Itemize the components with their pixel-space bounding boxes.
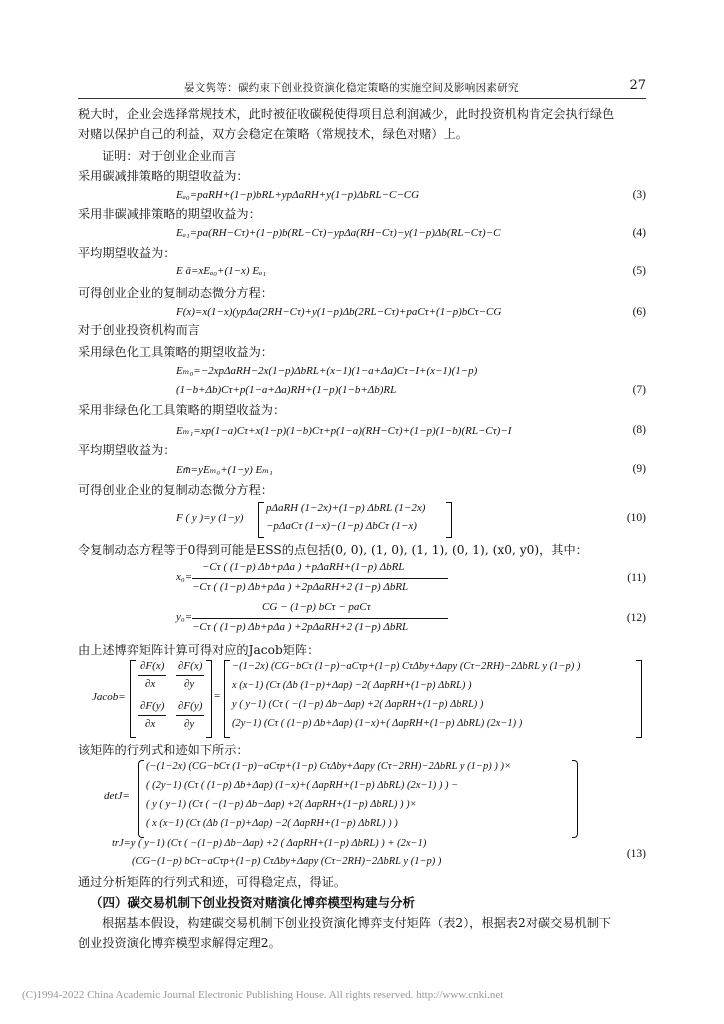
equation-10-row1: pΔaRH (1−2x)+(1−p) ΔbRL (1−2x) bbox=[266, 502, 426, 514]
equation-5 bbox=[176, 265, 646, 281]
equation-text: (1−b+Δb)Cτ+p(1−a+Δa)RH+(1−p)(1−b+Δb)RL bbox=[176, 384, 397, 396]
equation-7a bbox=[176, 364, 646, 380]
equation-number: (7) bbox=[632, 384, 646, 396]
right-brace bbox=[572, 760, 578, 838]
text-line: 创业投资演化博弈模型求解得定理2。 bbox=[78, 936, 281, 950]
equation-11-lhs: x₀= bbox=[176, 571, 193, 583]
equation-text: Em̄=yEₘ₀+(1−y) Eₘ₁ bbox=[176, 464, 273, 476]
determinant-row: ( (2y−1) (Cτ ( (1−p) Δb+Δap) (1−x)+( ΔapRH+(1−p) ΔbRL) (2x−1) ) ) − bbox=[146, 780, 459, 791]
fraction-bar bbox=[138, 715, 166, 716]
equals-sign: = bbox=[214, 690, 221, 702]
text-line: 采用绿色化工具策略的期望收益为： bbox=[78, 345, 273, 359]
copyright-footer: (C)1994-2022 China Academic Journal Electronic Publishing House. All rights reserved. http://www.cnki.net bbox=[22, 989, 504, 1001]
running-title: 晏文隽等：碳约束下创业投资演化稳定策略的实施空间及影响因素研究 bbox=[184, 82, 519, 94]
equation-8 bbox=[176, 424, 646, 440]
text-line: 根据基本假设，构建碳交易机制下创业投资演化博弈支付矩阵（表2），根据表2对碳交易机制下 bbox=[102, 916, 612, 930]
partial-numerator: ∂F(x) bbox=[140, 660, 165, 672]
equation-12-number bbox=[176, 612, 646, 628]
jacobian-row: (2y−1) (Cτ ( (1−p) Δb+Δap) (1−x)+( ΔapRH+(1−p) ΔbRL) (2x−1) ) bbox=[232, 718, 523, 729]
equation-number: (8) bbox=[632, 424, 646, 436]
fraction-denominator: −Cτ ( (1−p) Δb+pΔa ) +2pΔaRH+2 (1−p) ΔbRL bbox=[192, 621, 409, 633]
equation-number: (6) bbox=[632, 306, 646, 318]
equation-text: F(x)=x(1−x)(ypΔa(2RH−Cτ)+y(1−p)Δb(2RL−Cτ)+paCτ+(1−p)bCτ−CG bbox=[176, 306, 502, 318]
equation-10-number bbox=[176, 512, 646, 528]
page-number: 27 bbox=[629, 78, 646, 93]
right-bracket bbox=[206, 660, 212, 738]
text-line: 采用碳减排策略的期望收益为： bbox=[78, 169, 249, 183]
equation-text: Eₘ₀=−2xpΔaRH−2x(1−p)ΔbRL+(x−1)(1−a+Δa)Cτ−I+(x−1)(1−p) bbox=[176, 365, 478, 377]
equation-9 bbox=[176, 463, 646, 479]
paragraph-last bbox=[78, 913, 646, 953]
right-bracket bbox=[636, 660, 642, 738]
left-bracket bbox=[224, 660, 230, 738]
partial-denominator: ∂x bbox=[145, 718, 156, 730]
partial-denominator: ∂y bbox=[184, 678, 195, 690]
text-line: 通过分析矩阵的行列式和迹，可得稳定点，得证。 bbox=[78, 875, 347, 889]
equation-3 bbox=[176, 189, 646, 205]
equation-number: (10) bbox=[626, 512, 646, 524]
text-line: 可得创业企业的复制动态微分方程： bbox=[78, 483, 273, 497]
determinant-row: ( x (x−1) (Cτ (Δb (1−p)+Δap) −2( ΔapRH+(1−p) ΔbRL) ) ) bbox=[146, 818, 398, 829]
text-line: 平均期望收益为： bbox=[78, 246, 176, 260]
text-line: 对于创业投资机构而言 bbox=[78, 323, 200, 337]
equation-10-lhs: F ( y )=y (1−y) bbox=[176, 512, 244, 524]
partial-numerator: ∂F(x) bbox=[178, 660, 203, 672]
left-bracket bbox=[130, 660, 136, 738]
text-line: 对赌以保护自己的利益，双方会稳定在策略（常规技术，绿色对赌）上。 bbox=[78, 127, 468, 141]
equation-number: (9) bbox=[632, 463, 646, 475]
running-header bbox=[78, 76, 646, 99]
equation-number: (4) bbox=[632, 227, 646, 239]
jacobian-lhs: Jacob= bbox=[92, 691, 126, 703]
text-line: 采用非碳减排策略的期望收益为： bbox=[78, 207, 261, 221]
equation-number: (13) bbox=[626, 848, 646, 860]
equation-text: E ā=xEₐ₀+(1−x) Eₐ₁ bbox=[176, 265, 267, 277]
fraction-bar bbox=[176, 675, 204, 676]
equation-4 bbox=[176, 227, 646, 243]
equation-text: Eₘ₁=xp(1−a)Cτ+x(1−p)(1−b)Cτ+p(1−a)(RH−Cτ)+(1−p)(1−b)(RL−Cτ)−I bbox=[176, 425, 512, 437]
equation-7b bbox=[176, 384, 646, 400]
text-line: 采用非绿色化工具策略的期望收益为： bbox=[78, 403, 286, 417]
paragraph-1 bbox=[78, 104, 646, 144]
equation-11-number bbox=[176, 572, 646, 588]
text-line: 令复制动态方程等于0得到可能是ESS的点包括(0, 0), (1, 0), (1, 1), (0, 1), (x0, y0)，其中： bbox=[78, 543, 588, 557]
determinant-row: (−(1−2x) (CG−bCτ (1−p)−aCτp+(1−p) CτΔby+Δapy (Cτ−2RH)−2ΔbRL y (1−p) ) )× bbox=[146, 761, 512, 772]
fraction-bar bbox=[138, 675, 166, 676]
equation-number: (3) bbox=[632, 189, 646, 201]
determinant-lhs: detJ= bbox=[104, 790, 130, 802]
text-line: 由上述博弈矩阵计算可得对应的Jacob矩阵： bbox=[78, 643, 320, 657]
text-line: 平均期望收益为： bbox=[78, 443, 176, 457]
partial-denominator: ∂y bbox=[184, 718, 195, 730]
section-heading: （四）碳交易机制下创业投资对赌演化博弈模型构建与分析 bbox=[90, 895, 416, 910]
proof-label: 证明：对于创业企业而言 bbox=[102, 149, 237, 163]
text-line: 该矩阵的行列式和迹如下所示： bbox=[78, 743, 249, 757]
jacobian-row: y ( y−1) (Cτ ( −(1−p) Δb−Δap) +2( ΔapRH+(1−p) ΔbRL) ) bbox=[232, 699, 484, 710]
equation-number: (12) bbox=[626, 612, 646, 624]
jacobian-row: x (x−1) (Cτ (Δb (1−p)+Δap) −2( ΔapRH+(1−p) ΔbRL) ) bbox=[232, 680, 472, 691]
equation-13-number bbox=[176, 848, 646, 864]
partial-numerator: ∂F(y) bbox=[140, 700, 165, 712]
jacobian-row: −(1−2x) (CG−bCτ (1−p)−aCτp+(1−p) CτΔby+Δapy (Cτ−2RH)−2ΔbRL y (1−p) ) bbox=[232, 661, 581, 672]
partial-numerator: ∂F(y) bbox=[178, 700, 203, 712]
trace-row: (CG−(1−p) bCτ−aCτp+(1−p) CτΔby+Δapy (Cτ−2RH)−2ΔbRL y (1−p) ) bbox=[132, 856, 442, 867]
determinant-row: ( y ( y−1) (Cτ ( −(1−p) Δb−Δap) +2( ΔapRH+(1−p) ΔbRL) ) )× bbox=[146, 799, 417, 810]
text-line: 可得创业企业的复制动态微分方程： bbox=[78, 286, 273, 300]
equation-text: Eₐ₀=paRH+(1−p)bRL+ypΔaRH+y(1−p)ΔbRL−C−CG bbox=[176, 189, 420, 201]
equation-10-row2: −pΔaCτ (1−x)−(1−p) ΔbCτ (1−x) bbox=[266, 520, 417, 532]
equation-number: (11) bbox=[627, 572, 646, 584]
fraction-denominator: −Cτ ( (1−p) Δb+pΔa ) +2pΔaRH+2 (1−p) ΔbRL bbox=[192, 581, 409, 593]
left-brace bbox=[138, 760, 144, 838]
trace-row: trJ=y ( y−1) (Cτ ( −(1−p) Δb−Δap) +2 ( ΔapRH+(1−p) ΔbRL) ) + (2x−1) bbox=[112, 838, 427, 849]
partial-denominator: ∂x bbox=[145, 678, 156, 690]
equation-number: (5) bbox=[632, 265, 646, 277]
fraction-numerator: −Cτ ( (1−p) Δb+pΔa ) +pΔaRH+(1−p) ΔbRL bbox=[202, 561, 405, 573]
fraction-bar bbox=[176, 715, 204, 716]
fraction-numerator: CG − (1−p) bCτ − paCτ bbox=[262, 601, 371, 613]
equation-12-lhs: y₀= bbox=[176, 611, 193, 623]
text-line: 税大时，企业会选择常规技术，此时被征收碳税使得项目总利润减少，此时投资机构肯定会执行绿色 bbox=[78, 107, 615, 121]
equation-text: Eₐ₁=pa(RH−Cτ)+(1−p)b(RL−Cτ)−ypΔa(RH−Cτ)−y(1−p)Δb(RL−Cτ)−C bbox=[176, 227, 501, 239]
